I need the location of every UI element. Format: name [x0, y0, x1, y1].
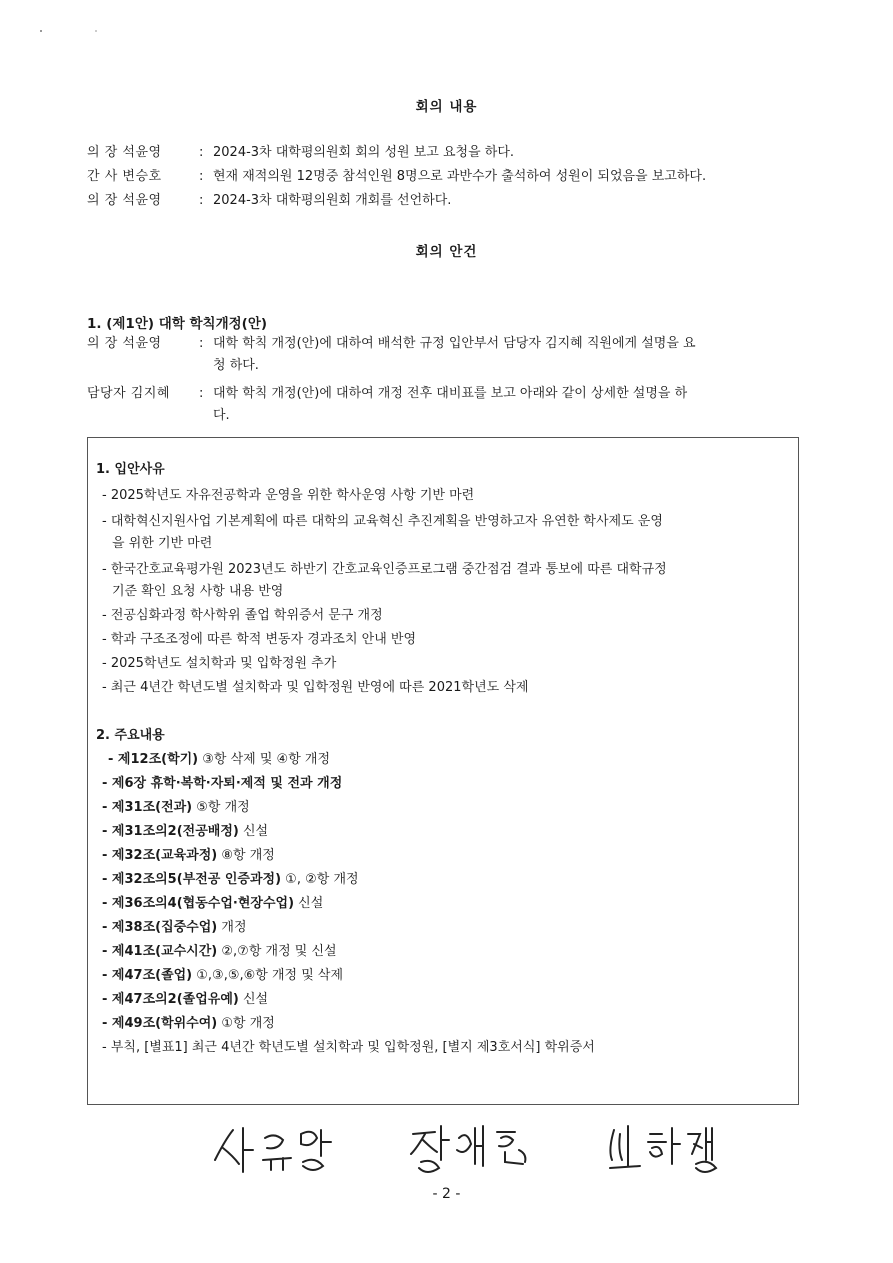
main-content-item: - 제31조(전과) ⑤항 개정 — [102, 800, 250, 815]
reason-item-continuation: 을 위한 기반 마련 — [112, 536, 213, 551]
reason-item: - 2025학년도 설치학과 및 입학정원 추가 — [102, 656, 337, 671]
reason-item: - 2025학년도 자유전공학과 운영을 위한 학사운영 사항 기반 마련 — [102, 488, 475, 503]
reasons-title: 1. 입안사유 — [96, 462, 165, 477]
statement-text: 2024-3차 대학평의원회 회의 성원 보고 요청을 하다. — [213, 145, 515, 160]
reason-item: - 최근 4년간 학년도별 설치학과 및 입학정원 반영에 따른 2021학년도 삭제 — [102, 680, 529, 695]
main-content-item: - 제47조의2(졸업유예) 신설 — [102, 992, 269, 1007]
agenda-line: 의 장 석윤영 : 대학 학칙 개정(안)에 대하여 배석한 규정 입안부서 담당자 김지혜 직원에게 설명을 요 — [87, 334, 696, 354]
agenda-line: 담당자 김지혜 : 대학 학칙 개정(안)에 대하여 개정 전후 대비표를 보고 아래와 같이 상세한 설명을 하 — [87, 384, 687, 404]
speaker-role: 의 장 석윤영 — [87, 336, 162, 351]
statement-text: 2024-3차 대학평의원회 개회를 선언하다. — [213, 193, 452, 208]
speaker-role: 의 장 석윤영 — [87, 193, 162, 208]
signature-2 — [405, 1120, 535, 1180]
reason-item: - 학과 구조조정에 따른 학적 변동자 경과조치 안내 반영 — [102, 632, 417, 647]
main-content-item: - 제31조의2(전공배정) 신설 — [102, 824, 269, 839]
meeting-line: 간 사 변승호 : 현재 재적의원 12명중 참석인원 8명으로 과반수가 출석하여 성원이 되었음을 보고하다. — [87, 167, 706, 187]
main-content-item: - 제12조(학기) ③항 삭제 및 ④항 개정 — [108, 752, 331, 767]
agenda-item-title: 1. (제1안) 대학 학칙개정(안) — [87, 316, 268, 332]
details-box — [87, 437, 799, 1105]
main-content-item: - 제49조(학위수여) ①항 개정 — [102, 1016, 275, 1031]
reason-item: - 전공심화과정 학사학위 졸업 학위증서 문구 개정 — [102, 608, 383, 623]
meeting-line: 의 장 석윤영 : 2024-3차 대학평의원회 회의 성원 보고 요청을 하다. — [87, 143, 514, 163]
main-content-item: - 제36조의4(협동수업·현장수업) 신설 — [102, 896, 324, 911]
scan-dot — [40, 30, 42, 32]
scan-dot — [95, 30, 97, 32]
main-content-item: - 제38조(집중수업) 개정 — [102, 920, 247, 935]
main-content-item: - 제32조의5(부전공 인증과정) ①, ②항 개정 — [102, 872, 359, 887]
reason-item: - 대학혁신지원사업 기본계획에 따른 대학의 교육혁신 추진계획을 반영하고자 유연한 학사제도 운영 — [102, 514, 663, 529]
statement-continuation: 다. — [213, 408, 230, 423]
agenda-heading: 회의 안건 — [415, 244, 478, 260]
page-number: - 2 - — [432, 1186, 461, 1202]
main-content-item: - 부칙, [별표1] 최근 4년간 학년도별 설치학과 및 입학정원, [별지 제3호서식] 학위증서 — [102, 1040, 595, 1055]
main-content-item: - 제32조(교육과정) ⑧항 개정 — [102, 848, 275, 863]
speaker-role: 간 사 변승호 — [87, 169, 162, 184]
meeting-line: 의 장 석윤영 : 2024-3차 대학평의원회 개회를 선언하다. — [87, 191, 451, 211]
reason-item-continuation: 기준 확인 요청 사항 내용 반영 — [112, 584, 284, 599]
main-content-item: - 제6장 휴학·복학·자퇴·제적 및 전과 개정 — [102, 776, 343, 791]
reason-item: - 한국간호교육평가원 2023년도 하반기 간호교육인증프로그램 중간점검 결과 통보에 따른 대학규정 — [102, 562, 667, 577]
signature-3 — [600, 1120, 730, 1180]
statement-text: 대학 학칙 개정(안)에 대하여 개정 전후 대비표를 보고 아래와 같이 상세한 설명을 하 — [213, 386, 688, 401]
main-content-item: - 제47조(졸업) ①,③,⑤,⑥항 개정 및 삭제 — [102, 968, 344, 983]
statement-text: 대학 학칙 개정(안)에 대하여 배석한 규정 입안부서 담당자 김지혜 직원에게 설명을 요 — [213, 336, 696, 351]
meeting-heading: 회의 내용 — [415, 99, 478, 115]
speaker-role: 담당자 김지혜 — [87, 386, 170, 401]
statement-continuation: 청 하다. — [213, 358, 259, 373]
speaker-role: 의 장 석윤영 — [87, 145, 162, 160]
signature-1 — [205, 1120, 340, 1180]
main-content-item: - 제41조(교수시간) ②,⑦항 개정 및 신설 — [102, 944, 337, 959]
main-content-title: 2. 주요내용 — [96, 728, 165, 743]
statement-text: 현재 재적의원 12명중 참석인원 8명으로 과반수가 출석하여 성원이 되었음을 보고하다. — [213, 169, 707, 184]
